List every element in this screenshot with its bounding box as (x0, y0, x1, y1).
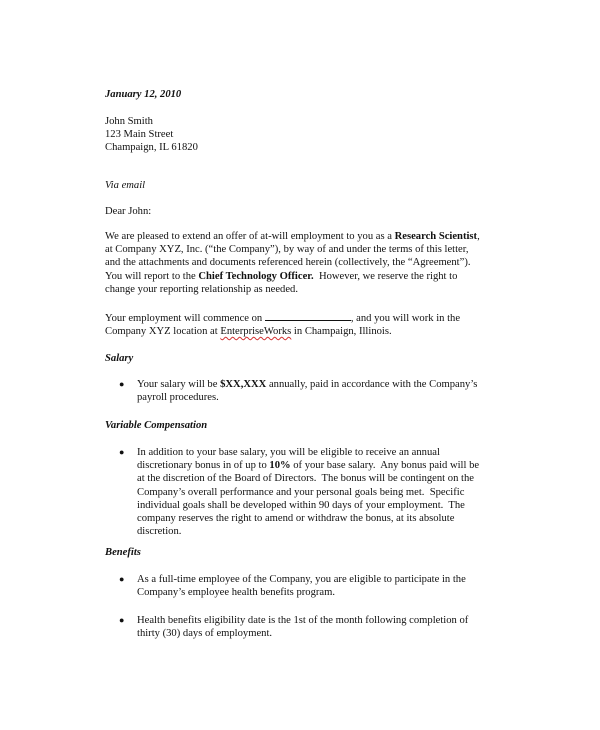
bullet-icon: ● (119, 447, 125, 457)
location-name: EnterpriseWorks (220, 326, 292, 338)
start-line-2: Company XYZ location at EnterpriseWorks in Champaign, Illinois. (105, 326, 392, 338)
manager-title: Chief Technology Officer. (198, 270, 314, 282)
letter-date: January 12, 2010 (105, 89, 182, 100)
salary-item: Your salary will be $XX,XXX annually, paid in accordance with the Company’s payroll procedures. (137, 379, 478, 404)
benefits-item-1: As a full-time employee of the Company, you are eligible to participate in the Company’s employee health benefits program. (137, 574, 466, 599)
offer-line-2: at Company XYZ, Inc. (“the Company”), by way of and under the terms of this letter, (105, 244, 469, 256)
start-line-1: Your employment will commence on , and you will work in the (105, 313, 461, 324)
offer-line-3: and the attachments and documents referenced herein (collectively, the “Agreement”). (105, 257, 471, 269)
bonus-percent: 10% (269, 460, 291, 472)
salary-amount: $XX,XXX (220, 379, 267, 390)
bullet-icon: ● (119, 574, 125, 584)
start-date-blank (265, 311, 351, 321)
recipient-address (105, 115, 495, 155)
offer-line-1: We are pleased to extend an offer of at-will employment to you as a Research Scientist, (105, 231, 480, 242)
start-paragraph (105, 311, 495, 338)
variable-comp-heading: Variable Compensation (105, 420, 208, 431)
salary-heading: Salary (105, 353, 134, 364)
bullet-icon: ● (119, 615, 125, 625)
recipient-name: John Smith (105, 116, 153, 127)
recipient-city: Champaign, IL 61820 (105, 142, 198, 154)
offer-line-5: change your reporting relationship as needed. (105, 283, 298, 295)
recipient-street: 123 Main Street (105, 129, 174, 141)
benefits-item-2: Health benefits eligibility date is the 1st of the month following completion of thirty (30) days of employment. (137, 615, 469, 640)
benefits-heading: Benefits (105, 547, 141, 558)
bullet-icon: ● (119, 379, 125, 389)
job-title: Research Scientist (394, 231, 478, 242)
bonus-item: In addition to your base salary, you will be eligible to receive an annual discretionary bonus in of up to 10% of your base salary. Any bonus paid will be at the discretion of the Board of Directors. The bonus will be contingent on the Company’s overall performance and your personal goals being met. Specific individual goals shall be developed within 90 days of your employment. The company reserves the right to amend or withdraw the bonus, at its absolute discretion. (137, 447, 480, 538)
offer-paragraph (105, 230, 495, 296)
offer-line-4: You will report to the Chief Technology Officer. However, we reserve the right to (105, 270, 458, 282)
delivery-method: Via email (105, 180, 146, 191)
salutation: Dear John: (105, 206, 152, 217)
